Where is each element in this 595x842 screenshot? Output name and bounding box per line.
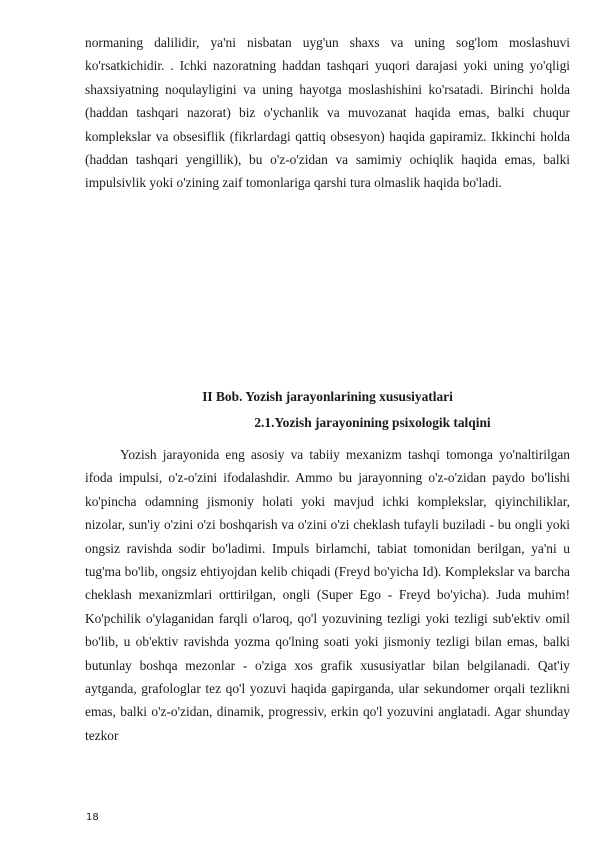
page-number: 18 [86,812,99,823]
body-paragraph: Yozish jarayonida eng asosiy va tabiiy mexanizm tashqi tomonga yo'naltirilgan ifoda impulsi, o'z-o'zini ifodalashdir. Ammo bu jarayonning o'z-o'zidan paydo bo'lishi ko'pincha odamning jismoniy holati yoki mavjud ichki komplekslar, qiyinchiliklar, nizolar, sun'iy o'zini o'zi boshqarish va o'zini o'zi cheklash tufayli buziladi - bu ongli yoki ongsiz ravishda sodir bo'ladimi. Impuls birlamchi, tabiat tomonidan berilgan, ya'ni u tug'ma bo'lib, ongsiz ehtiyojdan kelib chiqadi (Freyd bo'yicha Id). Komplekslar va barcha cheklash mexanizmlari orttirilgan, ongli (Super Ego - Freyd bo'yicha). Juda muhim! Ko'pchilik o'ylaganidan farqli o'laroq, qo'l yozuvining tezligi yoki tezligi sub'ektiv omil bo'lib, u ob'ektiv ravishda yozma qo'lning soati yoki jismoniy tezligi bilan emas, balki butunlay boshqa mezonlar - o'ziga xos grafik xususiyatlar bilan belgilanadi. Qat'iy aytganda, grafologlar tez qo'l yozuvi haqida gapirganda, ular sekundomer orqali tezlikni emas, balki o'z-o'zidan, dinamik, progressiv, erkin qo'l yozuvini anglatadi. Agar shunday tezkor [85,447,570,743]
chapter-title: II Bob. Yozish jarayonlarining xususiyatlari [202,389,453,404]
section-title: 2.1.Yozish jarayonining psixologik talqini [254,415,491,430]
top-paragraph: normaning dalilidir, ya'ni nisbatan uyg'un shaxs va uning sog'lom moslashuvi ko'rsatkichidir. . Ichki nazoratning haddan tashqari yuqori darajasi yoki uning yo'qligi shaxsiyatning noqulayligini va uning hayotga moslashishini ko'rsatadi. Birinchi holda (haddan tashqari nazorat) biz o'ychanlik va muvozanat haqida emas, balki chuqur komplekslar va obsesiflik (fikrlardagi qattiq obsesyon) haqida gapiramiz. Ikkinchi holda (haddan tashqari yengillik), bu o'z-o'zidan va samimiy ochiqlik haqida emas, balki impulsivlik yoki o'zining zaif tomonlariga qarshi tura olmaslik haqida bo'ladi. [85,35,570,191]
